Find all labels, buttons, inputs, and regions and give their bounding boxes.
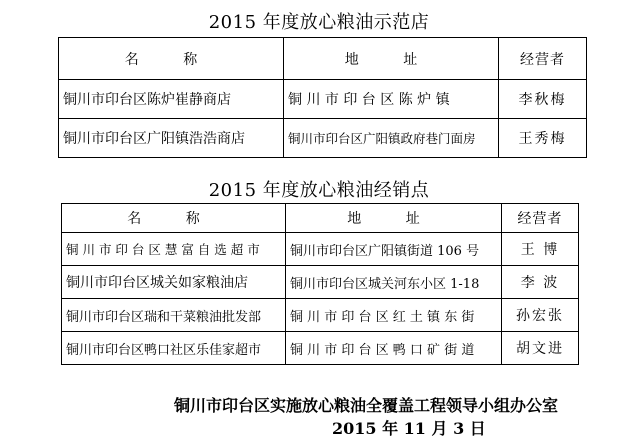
header-address: 地 址 bbox=[284, 38, 499, 80]
dealer-name: 铜 川 市 印 台 区 慧 富 自 选 超 市 bbox=[62, 233, 286, 266]
dealer-address: 铜 川 市 印 台 区 红 土 镇 东 街 bbox=[286, 299, 502, 332]
table-header-row bbox=[62, 204, 579, 233]
table-row bbox=[62, 299, 579, 332]
dealer-address: 铜川市印台区城关河东小区 1-18 bbox=[286, 266, 502, 299]
title-dealers: 2015 年度放心粮油经销点 bbox=[208, 180, 430, 201]
dealers-table bbox=[61, 203, 579, 365]
demo-stores-table bbox=[58, 37, 587, 158]
title-demo-stores: 2015 年度放心粮油示范店 bbox=[208, 12, 430, 33]
dealer-manager: 胡文进 bbox=[502, 332, 579, 365]
header-name: 名 称 bbox=[59, 38, 284, 80]
store-address: 铜川市印台区广阳镇政府巷门面房 bbox=[284, 119, 499, 158]
dealer-name: 铜川市印台区瑞和干菜粮油批发部 bbox=[62, 299, 286, 332]
dealer-manager: 王 博 bbox=[502, 233, 579, 266]
store-manager: 王秀梅 bbox=[499, 119, 587, 158]
table-header-row bbox=[59, 38, 587, 80]
table-row bbox=[62, 266, 579, 299]
office-signature: 铜川市印台区实施放心粮油全覆盖工程领导小组办公室 bbox=[174, 396, 559, 415]
dealer-address: 铜 川 市 印 台 区 鸭 口 矿 街 道 bbox=[286, 332, 502, 365]
dealer-manager: 孙宏张 bbox=[502, 299, 579, 332]
header-manager: 经营者 bbox=[499, 38, 587, 80]
table-row bbox=[62, 332, 579, 365]
dealer-name: 铜川市印台区城关如家粮油店 bbox=[62, 266, 286, 299]
store-name: 铜川市印台区陈炉崔静商店 bbox=[59, 80, 284, 119]
dealer-address: 铜川市印台区广阳镇街道 106 号 bbox=[286, 233, 502, 266]
store-manager: 李秋梅 bbox=[499, 80, 587, 119]
table-row bbox=[59, 119, 587, 158]
header-manager: 经营者 bbox=[502, 204, 579, 233]
header-address: 地 址 bbox=[286, 204, 502, 233]
dealer-manager: 李 波 bbox=[502, 266, 579, 299]
store-name: 铜川市印台区广阳镇浩浩商店 bbox=[59, 119, 284, 158]
header-name: 名 称 bbox=[62, 204, 286, 233]
store-address: 铜 川 市 印 台 区 陈 炉 镇 bbox=[284, 80, 499, 119]
table-row bbox=[62, 233, 579, 266]
dealer-name: 铜川市印台区鸭口社区乐佳家超市 bbox=[62, 332, 286, 365]
signature-date: 2015 年 11 月 3 日 bbox=[332, 419, 486, 438]
table-row bbox=[59, 80, 587, 119]
